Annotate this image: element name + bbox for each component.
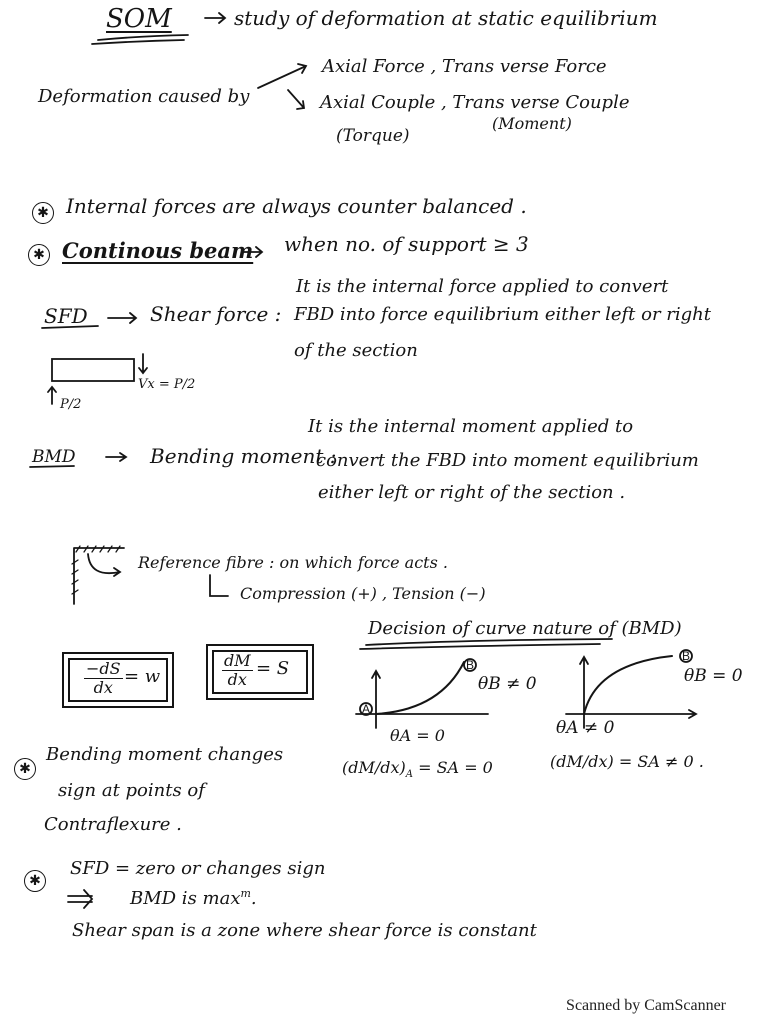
bmd-term: Bending moment : [150,444,337,468]
definition-text: study of deformation at static equilibrium [234,6,658,30]
continuous-beam-term: Continous beam [62,238,254,263]
arrow-icon [108,313,136,323]
graph1-point-a: A [362,702,371,716]
formula-2-numerator: dM [224,651,251,670]
graph1-theta-b: θB ≠ 0 [478,674,537,694]
star-bullet-icon: ✱ [32,202,54,224]
decision-heading: Decision of curve nature of (BMD) [368,618,682,639]
graph2-theta-b: θB = 0 [684,666,743,686]
final-line-1: SFD = zero or changes sign [70,858,326,879]
sketch-left-label: P/2 [60,397,82,412]
star-bullet-icon: ✱ [24,870,46,892]
fibre-line-1: Reference fibre : on which force acts . [138,553,448,572]
arrow-icon [205,13,225,23]
sfd-term: Shear force : [150,302,282,326]
formula-2-denominator: dx [227,669,247,689]
contraflexure-line-2: sign at points of [58,780,205,801]
sfd-line-1: It is the internal force applied to convert [296,276,669,297]
formula-1-rhs: = w [124,666,161,687]
continuous-beam-text: when no. of support ≥ 3 [284,232,529,256]
deformation-branch-top: Axial Force , Trans verse Force [322,56,607,77]
bmd-abbr: BMD [32,447,76,467]
arrow-icon [106,453,126,461]
shear-arrow-icon [139,354,147,373]
sfd-line-2: FBD into force equilibrium either left or right [294,304,711,325]
graph1-curve [376,662,464,714]
sketch-right-label: Vx = P/2 [138,377,196,392]
contraflexure-line-1: Bending moment changes [46,744,284,765]
fibre-branch [210,575,228,596]
arrow-up-icon [258,64,306,88]
final-line-2: BMD is $\max^m$. [130,887,257,909]
graph2-point-b: B [682,649,691,663]
fibre-frame [74,548,124,604]
title-underline-2 [92,40,184,44]
implies-icon [68,890,92,908]
formula-1-numerator: −dS [86,659,121,678]
star-bullet-icon: ✱ [14,758,36,780]
contraflexure-line-3: Contraflexure . [44,814,182,835]
graph1-y-axis [372,671,380,728]
title-underline [98,35,188,40]
fibre-line-2: Compression (+) , Tension (−) [240,584,486,603]
note-moment: (Moment) [492,114,572,133]
formula-1-denominator: dx [93,677,113,697]
star-bullet-icon: ✱ [28,244,50,266]
sfd-abbr: SFD [44,304,88,328]
beam-sketch [52,359,134,381]
formula-1-fraction [84,660,123,696]
note-torque: (Torque) [336,126,410,146]
internal-forces-note: Internal forces are always counter balanced . [66,194,527,218]
deformation-branch-bottom: Axial Couple , Trans verse Couple [320,92,630,113]
graph2-curve [584,656,672,714]
graph2-theta-a: θA ≠ 0 [556,718,615,738]
formula-2-fraction [222,652,253,688]
graph1-point-b: B [466,658,475,672]
page-title: SOM [106,4,172,34]
formula-2-rhs: = S [256,658,290,679]
bmd-line-1: It is the internal moment applied to [308,416,634,437]
graph1-equation: $(dM/dx)_A$ = SA = 0 [342,758,493,781]
deformation-label: Deformation caused by [38,86,250,107]
reaction-arrow-icon [48,387,56,404]
arrow-down-icon [288,90,304,109]
bmd-line-3: either left or right of the section . [318,482,626,503]
fibre-arrow-icon [88,554,120,576]
bmd-line-2: convert the FBD into moment equilibrium [316,450,699,471]
graph1-theta-a: θA = 0 [390,726,445,745]
final-line-3: Shear span is a zone where shear force is constant [72,920,537,941]
scanner-footer: Scanned by CamScanner [566,997,726,1014]
graph2-equation: (dM/dx) = SA ≠ 0 . [550,752,704,771]
sfd-line-3: of the section [294,340,418,361]
